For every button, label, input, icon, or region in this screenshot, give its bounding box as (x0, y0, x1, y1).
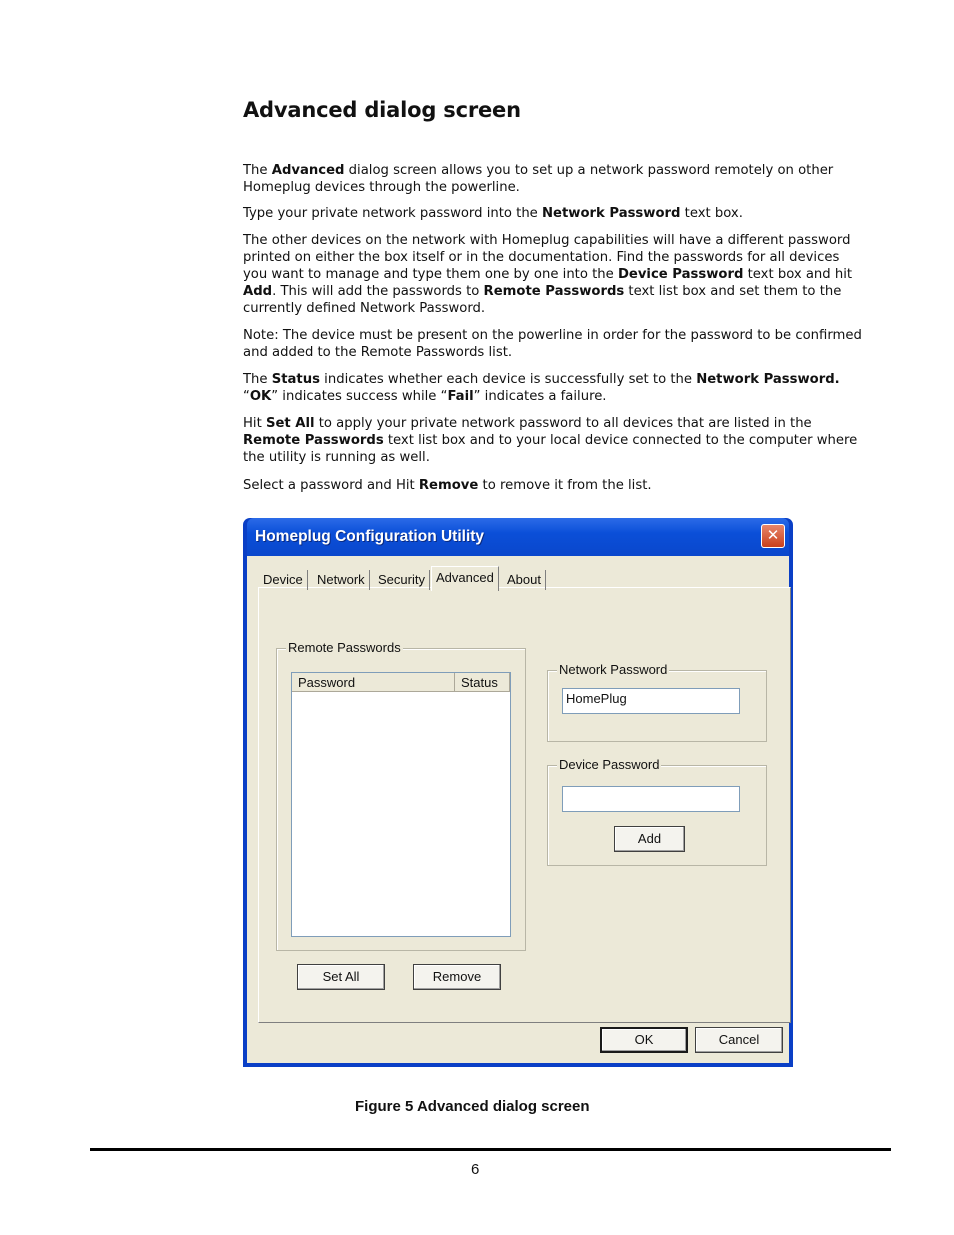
set-all-button[interactable]: Set All (297, 964, 385, 990)
tab-network[interactable]: Network (313, 570, 370, 590)
network-password-group (547, 662, 767, 742)
network-password-label: Network Password (559, 662, 668, 677)
remote-passwords-label: Remote Passwords (288, 640, 401, 655)
column-header-password[interactable]: Password (292, 673, 455, 692)
device-password-group (547, 757, 767, 866)
page-number: 6 (471, 1161, 480, 1178)
device-password-label: Device Password (559, 757, 660, 772)
dialog-title: Homeplug Configuration Utility (255, 528, 485, 545)
tab-security[interactable]: Security (374, 570, 430, 590)
tab-panel (258, 587, 791, 1023)
column-header-status[interactable]: Status (455, 673, 510, 692)
cancel-button[interactable]: Cancel (695, 1027, 783, 1053)
tab-advanced[interactable]: Advanced (431, 566, 499, 591)
dialog-client (247, 556, 789, 1063)
remove-button[interactable]: Remove (413, 964, 501, 990)
paragraph-device-password: The other devices on the network with Homeplug capabilities will have a different password printed on either the box itself or in the documentation. Find the passwords for all devices you want to manage and type them one by one into the Device Password text box and hit Add. This will add the passwords to Remote Passwords text list box and set them to the currently defined Network Password. (243, 233, 853, 316)
ok-button[interactable]: OK (600, 1027, 688, 1053)
paragraph-set-all: Hit Set All to apply your private network password to all devices that are listed in the Remote Passwords text list box and to your local device connected to the computer where the utility is running as well. (243, 416, 858, 465)
remote-passwords-list[interactable] (291, 672, 511, 937)
add-button[interactable]: Add (614, 826, 685, 852)
device-password-input[interactable] (562, 786, 740, 812)
paragraph-network-password: Type your private network password into the Network Password text box. (243, 206, 743, 221)
paragraph-remove: Select a password and Hit Remove to remove it from the list. (243, 478, 652, 493)
paragraph-note: Note: The device must be present on the powerline in order for the password to be confirmed and added to the Remote Passwords list. (243, 328, 862, 360)
dialog-titlebar[interactable] (247, 518, 789, 556)
network-password-input[interactable]: HomePlug (562, 688, 740, 714)
close-icon[interactable]: ✕ (761, 524, 785, 548)
paragraph-status: The Status indicates whether each device is successfully set to the Network Password. “OK” indicates success while “Fail” indicates a failure. (243, 372, 840, 404)
tab-device[interactable]: Device (259, 570, 308, 590)
paragraph-intro: The Advanced dialog screen allows you to set up a network password remotely on other Homeplug devices through the powerline. (243, 163, 834, 195)
remote-passwords-group (276, 640, 526, 951)
figure-caption: Figure 5 Advanced dialog screen (355, 1098, 590, 1115)
page-heading: Advanced dialog screen (243, 98, 521, 122)
footer-rule (90, 1148, 891, 1151)
tab-about[interactable]: About (503, 570, 546, 590)
dialog-window (243, 518, 793, 1067)
